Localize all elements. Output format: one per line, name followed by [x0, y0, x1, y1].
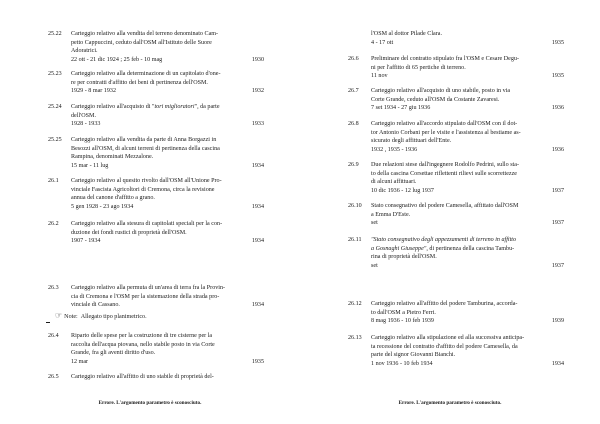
record-text-line: di alcuni affittuari.	[371, 179, 417, 186]
record-text-line: Grande, fra gli aventi diritto d'uso.	[71, 350, 156, 357]
record-entry-26-3	[48, 284, 264, 310]
record-text-line: l'OSM al dottor Pilade Clara.	[371, 31, 442, 37]
record-text-line: Besozzi all'OSM, di alcuni terreni di pertinenza della cascina	[71, 145, 220, 152]
record-text-line: parte del signor Giovanni Bianchi.	[371, 352, 456, 359]
record-date-line	[71, 87, 264, 96]
record-text-line: Carteggio relativo alla determinazione di un capitolato d'one-	[71, 71, 221, 77]
record-text-line: Carteggio relativo alla vendita del terreno denominato Cam-	[71, 31, 219, 37]
record-entry-26-9	[348, 161, 564, 195]
record-date-line	[371, 72, 564, 81]
record-text-line: to dall'OSM a Pietro Ferri.	[371, 309, 436, 316]
margin-dash	[46, 322, 50, 323]
record-year: 1934	[251, 302, 264, 309]
record-date-line	[371, 39, 564, 48]
record-entry-25-25	[48, 136, 264, 170]
record-date: set	[371, 262, 378, 269]
record-number: 26.13	[348, 335, 362, 341]
record-date: 8 mag 1936 - 10 feb 1939	[371, 318, 434, 325]
record-text-line: ta recessione del contratto d'affitto del podere Camesella, da	[371, 343, 518, 350]
record-year: 1937	[551, 262, 564, 269]
page-footer: Errore. L'argomento parametro è sconosciuto.	[98, 400, 202, 406]
record-text-line: Carteggio relativo alla permuta di un'area di terra fra la Provin-	[71, 285, 226, 291]
record-number: 26.7	[348, 88, 359, 94]
record-text-line: Carteggio relativo alla stesura di capitolati speciali per la con-	[71, 221, 223, 227]
record-number: 26.10	[348, 203, 362, 209]
right-page	[300, 0, 600, 424]
record-year: 1934	[251, 162, 264, 169]
record-date-line	[71, 120, 264, 129]
record-text-line: Rampina, denominati Mezzalone.	[71, 154, 154, 161]
record-date-line	[371, 104, 564, 113]
record-date-line	[371, 262, 564, 271]
record-entry-26-13	[348, 334, 564, 368]
record-text-line: annua del canone d'affitto a grano.	[71, 195, 155, 202]
record-year: 1935	[551, 39, 564, 46]
record-date: 1907 - 1934	[71, 238, 101, 245]
record-text-line: Carteggio relativo alla stipulazione ed alla successiva anticipa-	[371, 335, 525, 341]
record-date-line	[371, 219, 564, 228]
record-number: 26.6	[348, 56, 359, 62]
record-text-line	[71, 103, 264, 112]
record-date: 12 mar	[71, 358, 89, 365]
record-text-line: raccolta dell'acqua piovana, nello stabile posto in via Corte	[71, 341, 215, 348]
record-date: 10 dic 1936 - 12 lug 1937	[371, 187, 434, 194]
record-year: 1933	[251, 121, 264, 128]
record-entry-26-8	[348, 120, 564, 154]
record-text-line: sicurato degli affittuari dell'Ente.	[371, 138, 452, 145]
record-date-line	[71, 203, 264, 212]
record-entry-25-24	[48, 103, 264, 129]
record-italic-title: a Gosnaghi Giuseppe"	[371, 245, 427, 252]
record-text-line: vinciale Fascista Agricoltori di Cremona, circa la revisione	[71, 186, 215, 193]
record-entry-26-1	[48, 177, 264, 211]
record-year: 1934	[551, 360, 564, 367]
record-text-line: Corte Grande, ceduto all'OSM da Costante Zavaresi.	[371, 96, 500, 103]
record-year: 1937	[551, 187, 564, 194]
record-text-line: petto Cappuccini, ceduto dall'OSM all'Istituto delle Suore	[71, 39, 212, 46]
record-text: vinciale di Cassano.	[71, 302, 120, 309]
record-number: 25.22	[48, 31, 62, 37]
record-number: 26.1	[48, 178, 59, 184]
record-number: 26.2	[48, 221, 59, 227]
record-text: Carteggio relativo all'acquisto di "	[71, 104, 155, 110]
record-date-line	[71, 301, 264, 310]
record-entry-25-22	[48, 30, 264, 64]
record-text-line: Carteggio relativo alla vendita da parte di Anna Borgazzi in	[71, 137, 217, 143]
record-text-line: ni per l'affitto di 65 pertiche di terreno.	[371, 64, 466, 71]
record-date: 1 nov 1936 - 10 feb 1934	[371, 360, 433, 367]
record-entry-26-5	[48, 373, 264, 382]
record-date-line	[71, 56, 264, 65]
record-number: 26.8	[348, 121, 359, 127]
record-date: 5 gen 1928 - 23 ago 1934	[71, 203, 134, 210]
record-year: 1936	[551, 105, 564, 112]
record-date-line	[371, 187, 564, 196]
note-text: Allegato tipo planimetrico.	[80, 314, 147, 320]
record-date-line	[371, 146, 564, 155]
record-year: 1934	[251, 238, 264, 245]
record-entry-26-12	[348, 300, 564, 326]
record-entry-26-4	[48, 332, 264, 366]
record-entry-26-6	[348, 55, 564, 81]
record-number: 26.3	[48, 285, 59, 291]
record-italic-title: "Stato consegnativo degli appezzamenti di terreno in affitto	[371, 237, 517, 243]
record-text-line: Carteggio relativo all'affitto del podere Tamburina, accorda-	[371, 301, 518, 307]
record-text-line: Stato consegnativo del podere Camesella, affittato dall'OSM	[371, 203, 519, 209]
record-number: 26.4	[48, 333, 59, 339]
record-date-line	[71, 358, 264, 367]
record-year: 1936	[551, 146, 564, 153]
record-text-line: a Emma D'Este.	[371, 211, 411, 218]
record-year: 1932	[251, 88, 264, 95]
record-date: 1932 , 1935 - 1936	[371, 146, 418, 153]
record-date: 1929 - 8 mar 1932	[71, 88, 117, 95]
record-year: 1937	[551, 220, 564, 227]
record-date-line	[71, 162, 264, 171]
record-date: 22 ott - 21 dic 1924 ; 25 feb - 10 mag	[71, 56, 163, 63]
record-text-line: rina di proprietà dell'OSM.	[371, 254, 437, 261]
record-text-line: duzione dei fondi rustici di proprietà dell'OSM.	[71, 229, 187, 236]
record-text: ", da parte	[194, 104, 220, 110]
record-number: 26.9	[348, 162, 359, 168]
page-footer: Errore. L'argomento parametro è sconosciuto.	[398, 400, 502, 406]
record-entry-26-7	[348, 87, 564, 113]
record-entry-25-23	[48, 70, 264, 96]
record-number: 25.23	[48, 71, 62, 77]
record-italic-title: tori miglioratori	[154, 104, 195, 110]
record-entry-26-10	[348, 202, 564, 228]
record-text-line: Carteggio relativo all'accordo stipulato dall'OSM con il dot-	[371, 121, 518, 127]
record-year: 1934	[251, 203, 264, 210]
record-text: , di pertinenza della cascina Tambu-	[426, 245, 515, 252]
record-entry-continuation	[348, 30, 564, 47]
record-note	[55, 312, 147, 321]
record-number: 26.12	[348, 301, 362, 307]
record-date-line	[371, 360, 564, 369]
record-number: 25.25	[48, 137, 62, 143]
record-date: 11 nov	[371, 73, 388, 80]
record-year: 1935	[251, 358, 264, 365]
record-number: 26.5	[48, 374, 59, 380]
pointing-hand-icon: ☞	[55, 311, 63, 320]
record-text-line: re per contratti d'affitto dei beni di pertinenza dell'OSM.	[71, 79, 208, 86]
record-year: 1939	[551, 318, 564, 325]
record-year: 1935	[551, 73, 564, 80]
record-date-line	[371, 317, 564, 326]
record-entry-26-2	[48, 220, 264, 246]
record-date-line	[71, 237, 264, 246]
record-date: 7 set 1934 - 27 giu 1936	[371, 105, 431, 112]
record-text-line: Riparto delle spese per la costruzione di tre cisterne per la	[71, 333, 213, 339]
record-entry-26-11	[348, 236, 564, 270]
record-text-line	[371, 245, 564, 254]
record-date: 15 mar - 11 lug	[71, 162, 109, 169]
record-year: 1930	[251, 56, 264, 63]
record-text-line: Preliminare del contratto stipulato fra l'OSM e Cesare Degu-	[371, 56, 519, 62]
record-date: set	[371, 220, 378, 227]
record-text-line: to della cascina Corsettae riflettenti rilievi sulle scorrettezze	[371, 170, 518, 177]
record-date: 4 - 17 ott	[371, 39, 394, 46]
record-text-line: Carteggio relativo al quesito rivolto dall'OSM all'Unione Pro-	[71, 178, 222, 184]
record-text-line: Adoratrici.	[71, 48, 98, 55]
record-text-line: Carteggio relativo all'acquisto di uno stabile, posto in via	[371, 88, 511, 94]
note-label: Note:	[64, 314, 78, 320]
record-date: 1928 - 1933	[71, 121, 101, 128]
record-text-line: Due relazioni stese dall'ingegnere Rodolfo Pedrini, sullo sta-	[371, 162, 519, 168]
record-text-line: tor Antonio Corbani per le visite e l'assistenza al bestiame as-	[371, 129, 521, 136]
record-text-line: Carteggio relativo all'affitto di uno stabile di proprietà del-	[71, 374, 214, 380]
record-text-line: cia di Cremona e l'OSM per la sistemazione della strada pro-	[71, 293, 220, 300]
record-text-line: dell'OSM.	[71, 112, 96, 119]
record-number: 26.11	[348, 237, 362, 243]
record-number: 25.24	[48, 104, 62, 110]
